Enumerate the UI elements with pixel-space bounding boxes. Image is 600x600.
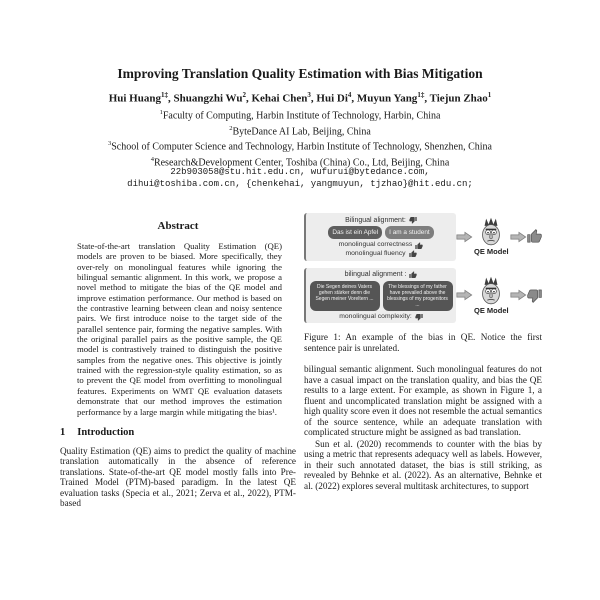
section-title: Introduction xyxy=(77,426,135,438)
verdict-thumbs-up-icon xyxy=(527,229,542,244)
author-line: Hui Huang$^{1\ddagger}$, Shuangzhi Wu$^2$, Kehai Chen$^3$, Hui Di$^4$, Muyun Yang$^{1\ddagger}$, Tiejun Zhao$^1$ xyxy=(108,91,492,105)
source-sentence-1: Das ist ein Apfel xyxy=(328,226,382,239)
body-paragraph: Sun et al. (2020) recommends to counter with the bias by using a metric that represents adequacy well as labels. However, in their such annotated dataset, the bias is still striking, as revealed by Behnke et al. (2022). As an alternative, Behnke et al. (2022) explores several multitask architectures, to support xyxy=(304,438,542,491)
block-arrow-icon xyxy=(510,231,527,243)
bilingual-alignment-label xyxy=(308,271,454,279)
body-paragraph: bilingual semantic alignment. Such monolingual features do not have a casual impact on the translation quality, and bias the QE results to a large extent. For example, as shown in Figure 1, a fluent and uncomplicated translation might be assigned with a high quality score even it does not resemble the actual semantics of the source sentence, while an adequate translation with complicated structure might be assigned as bad translation. xyxy=(304,364,542,438)
monolingual-complexity-label xyxy=(308,313,454,322)
thumbs-up-icon xyxy=(409,271,417,279)
affiliation-line: $^1$Faculty of Computing, Harbin Institute of Technology, Harbin, China xyxy=(159,109,441,122)
block-arrow-icon xyxy=(510,289,527,301)
monolingual-correctness-text: monolingual correctness xyxy=(338,241,413,249)
bilingual-alignment-text: Bilingual alignment: xyxy=(345,216,406,224)
introduction-text: Quality Estimation (QE) aims to predict the quality of machine translation automatically in the absence of reference translations. State-of-the-art QE model mostly falls into Pre-Trained Model (PTM)-based paradigm. In the latest QE evaluation tasks (Specia et al., 2021; Zerva et al., 2022), PTM-based xyxy=(60,445,296,509)
paper-title: Improving Translation Quality Estimation with Bias Mitigation xyxy=(117,66,483,81)
thumbs-down-icon xyxy=(415,313,423,321)
block-arrow-icon xyxy=(456,231,473,243)
monolingual-correctness-label xyxy=(308,241,454,250)
example-box-1 xyxy=(304,213,456,261)
target-sentence-1: I am a student xyxy=(385,226,434,239)
affiliation-line: $^3$School of Computer Science and Technology, Harbin Institute of Technology, Shenzhen, China xyxy=(108,140,492,153)
abstract-text: State-of-the-art translation Quality Estimation (QE) models are proven to be biased. More specifically, they over-rely on monolingual features while ignoring the bilingual semantic alignment. In this work, we propose a novel method to mitigate the bias of the QE model and improve estimation performance. Our method is based on the contrastive learning between clean and noisy sentence pairs. We first introduce noise to the target side of the parallel sentence pair, forming the negative samples. With the original parallel pairs as the positive sample, the QE model is contrastively trained to distinguish the positive samples from the negative ones. This objective is jointly trained with the regression-style quality estimation, so as to prevent the QE model from overfitting to monolingual features. Experiments on WMT QE evaluation datasets demonstrate that our method improves the estimation performance by a large margin while mitigating the bias¹. xyxy=(77,241,282,417)
email-line-2: dihui@toshiba.com.cn, {chenkehai, yangmuyun, tjzhao}@hit.edu.cn; xyxy=(127,179,473,189)
qe-model-2 xyxy=(474,276,509,315)
section-number: 1 xyxy=(60,426,66,438)
email-line-1: 22b903058@stu.hit.edu.cn, wufurui@bytedance.com, xyxy=(170,167,430,177)
monolingual-fluency-text: monolingual fluency xyxy=(345,250,406,257)
thumbs-up-icon xyxy=(409,250,417,258)
qe-model-face-icon xyxy=(478,276,504,305)
qe-model-label: QE Model xyxy=(474,305,509,315)
left-column xyxy=(60,220,296,509)
target-sentence-2: The blessings of my father have prevailed above the blessings of my progenitors ... xyxy=(383,281,453,311)
thumbs-up-icon xyxy=(415,242,423,250)
qe-model-1 xyxy=(474,217,509,256)
figure-panel-1 xyxy=(304,213,542,261)
source-sentence-2: Die Segen deines Vaters gehen stärker denn die Segen meiner Voreltern ... xyxy=(310,281,380,311)
qe-model-face-icon xyxy=(478,217,504,246)
bilingual-alignment-label xyxy=(308,216,454,224)
monolingual-fluency-label xyxy=(308,250,454,259)
affiliation-line: $^4$Research&Development Center, Toshiba (China) Co., Ltd, Beijing, China xyxy=(150,155,450,168)
monolingual-complexity-text: monolingual complexity: xyxy=(339,312,412,320)
section-heading-introduction xyxy=(60,427,296,438)
figure-1 xyxy=(304,213,542,354)
figure-panel-2 xyxy=(304,268,542,324)
affiliations xyxy=(0,107,600,169)
sentence-pair-1 xyxy=(309,226,453,239)
figure-caption: Figure 1: An example of the bias in QE. Notice the first sentence pair is unrelated. xyxy=(304,332,542,354)
bilingual-alignment-text: bilingual alignment : xyxy=(344,271,407,279)
sentence-pair-2 xyxy=(309,281,453,311)
example-box-2 xyxy=(304,268,456,324)
affiliation-line: $^2$ByteDance AI Lab, Beijing, China xyxy=(229,124,371,137)
abstract-heading: Abstract xyxy=(157,220,199,232)
block-arrow-icon xyxy=(456,289,473,301)
thumbs-down-icon xyxy=(409,216,417,224)
qe-model-label: QE Model xyxy=(474,247,509,257)
right-column xyxy=(304,213,542,491)
verdict-thumbs-down-icon xyxy=(527,288,542,303)
email-lines xyxy=(0,166,600,190)
